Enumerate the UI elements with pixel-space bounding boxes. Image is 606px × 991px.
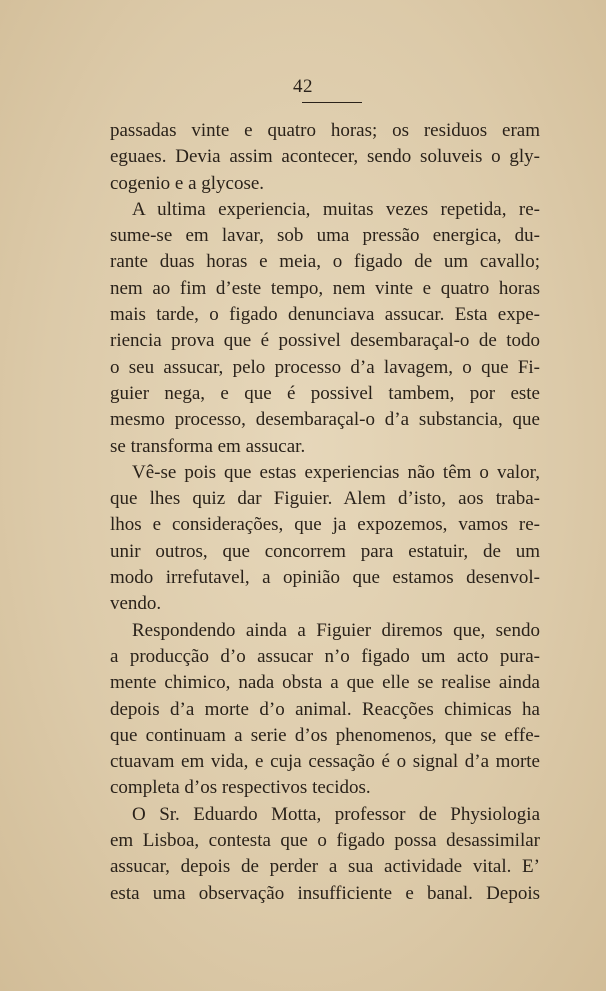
paragraph [110, 802, 540, 907]
text-line: unir outros, que concorrem para estatuir, de um [110, 540, 540, 562]
text-line: que continuam a serie d’os phenomenos, que se effe- [110, 724, 540, 746]
text-line: o seu assucar, pelo processo d’a lavagem, o que Fi- [110, 356, 540, 378]
paragraph [110, 118, 540, 197]
text-line: mente chimico, nada obsta a que elle se realise ainda [110, 672, 540, 694]
header-rule [302, 102, 362, 103]
paragraph [110, 197, 540, 460]
text-line: vendo. [110, 593, 162, 615]
text-line: assucar, depois de perder a sua actividade vital. E’ [110, 856, 540, 878]
text-line: nem ao fim d’este tempo, nem vinte e quatro horas [110, 277, 540, 299]
text-line: em Lisboa, contesta que o figado possa desassimilar [110, 830, 540, 852]
text-line: ctuavam em vida, e cuja cessação é o signal d’a morte [110, 751, 540, 773]
page-number: 42 [293, 76, 313, 97]
text-line: O Sr. Eduardo Motta, professor de Physiologia [132, 803, 540, 825]
text-line: rante duas horas e meia, o figado de um cavallo; [110, 251, 540, 273]
text-line: riencia prova que é possivel desembaraçal-o de todo [110, 330, 540, 352]
paragraph [110, 618, 540, 802]
text-line: que lhes quiz dar Figuier. Alem d’isto, aos traba- [110, 488, 540, 510]
text-line: lhos e considerações, que ja expozemos, vamos re- [110, 514, 540, 536]
text-line: completa d’os respectivos tecidos. [110, 777, 371, 799]
text-line: passadas vinte e quatro horas; os residuos eram [110, 120, 540, 141]
text-line: Respondendo ainda a Figuier diremos que, sendo [132, 619, 540, 641]
text-line: cogenio e a glycose. [110, 172, 265, 194]
text-line: sume-se em lavar, sob uma pressão energica, du- [110, 225, 540, 247]
text-line: depois d’a morte d’o animal. Reacções chimicas ha [110, 698, 540, 720]
text-line: mais tarde, o figado denunciava assucar. Esta expe- [110, 304, 540, 326]
text-line: esta uma observação insufficiente e banal. Depois [110, 882, 540, 904]
text-line: se transforma em assucar. [110, 435, 306, 457]
text-line: a producção d’o assucar n’o figado um acto pura- [110, 645, 540, 667]
paragraph [110, 460, 540, 618]
text-line: mesmo processo, desembaraçal-o d’a substancia, que [110, 409, 540, 431]
body-text [110, 118, 540, 907]
text-line: eguaes. Devia assim acontecer, sendo soluveis o gly- [110, 146, 540, 168]
text-line: Vê-se pois que estas experiencias não têm o valor, [132, 461, 540, 483]
text-line: guier nega, e que é possivel tambem, por este [110, 382, 540, 404]
text-line: A ultima experiencia, muitas vezes repetida, re- [132, 198, 540, 220]
text-line: modo irrefutavel, a opinião que estamos desenvol- [110, 567, 540, 589]
